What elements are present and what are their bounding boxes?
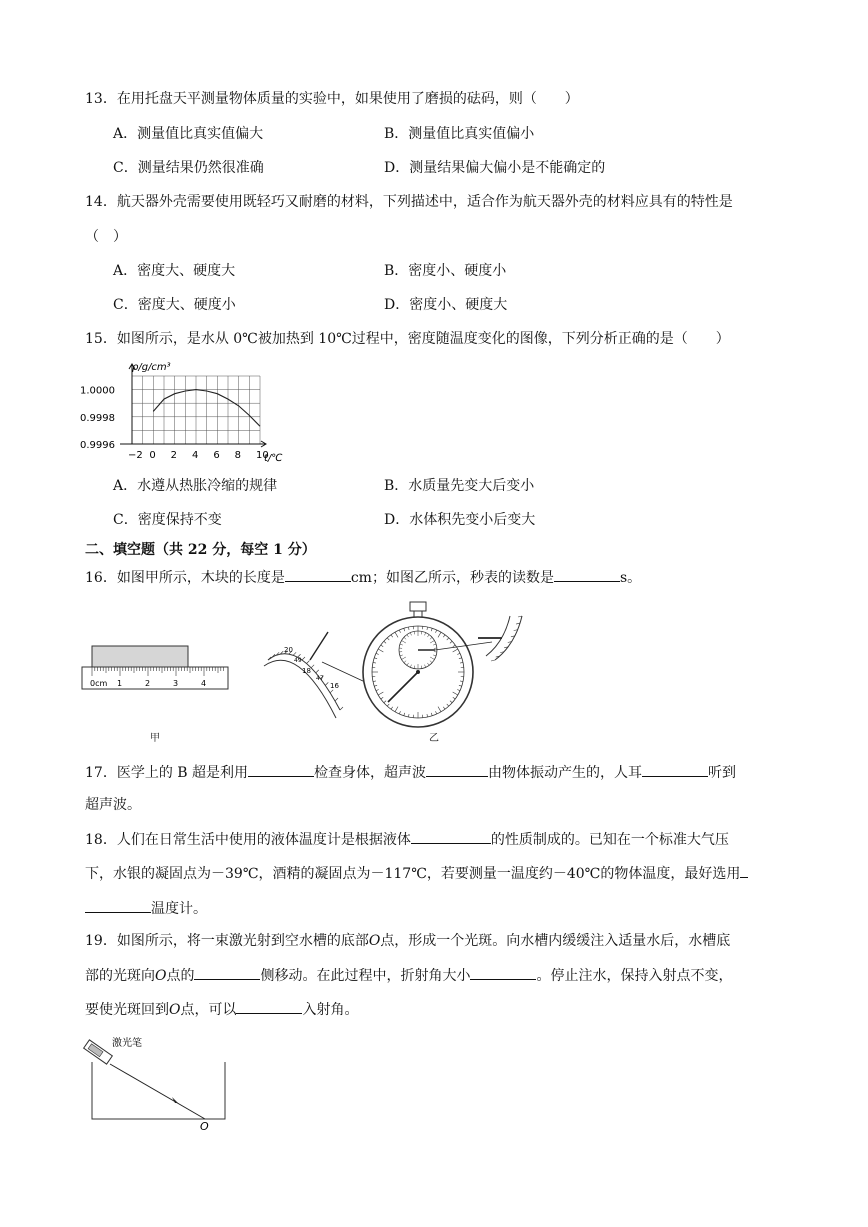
q19-part3: 部的光斑向 [85,968,155,984]
q19-point-o-3: O [169,1002,181,1018]
q14-option-a: A．密度大、硬度大 [113,263,236,279]
q19-part1: 19．如图所示，将一束激光射到空水槽的底部 [85,933,369,949]
y-axis-label: ρ/g/cm³ [132,362,171,373]
y-tick-label: 0.9996 [80,440,115,451]
q13-option-a: A．测量值比真实值偏大 [113,126,264,142]
q14-bracket: （ ） [85,229,127,245]
q19-part4: 点的 [166,968,195,984]
q18-text-line2 [85,863,748,884]
q19-part8: 点，可以 [180,1002,237,1018]
x-tick-label: −2 [128,450,143,461]
x-tick-label: 8 [234,450,242,461]
q14-stem: 14．航天器外壳需要使用既轻巧又耐磨的材料，下列描述中，适合作为航天器外壳的材料应具有的特性是 [85,194,733,210]
left-arc-tick [340,707,343,710]
q13-option-d: D．测量结果偏大偏小是不能确定的 [384,160,606,176]
q19-point-o-2: O [155,968,167,984]
laser-pen-icon [84,1040,113,1064]
left-arc-tick [293,652,296,655]
left-arc-tick [302,657,305,660]
dial-label-20: 20 [284,646,293,654]
stopwatch-figure [260,600,535,730]
laser-tank-figure [80,1030,240,1135]
chart-axes [120,364,266,447]
dial-label-49: 49 [294,657,302,664]
point-o-label: O [200,1120,209,1133]
q14-option-c: C．密度大、硬度小 [113,297,236,313]
q17-blank-2[interactable] [426,762,488,777]
q17-part1: 17．医学上的 B 超是利用 [85,765,249,781]
q14-option-b: B．密度小、硬度小 [384,263,507,279]
q17-part2: 检查身体，超声波 [314,765,427,781]
left-arc-tick [335,698,338,701]
q18-text-line3 [85,898,207,919]
q19-point-o-1: O [368,933,381,949]
q16-text [85,567,641,588]
q18-part3: 下，水银的凝固点为－39℃，酒精的凝固点为－117℃，若要测量一温度约－40℃的物体温度，最好选用 [85,866,741,882]
q19-text-line2 [85,965,732,986]
wood-block [92,646,188,667]
q16-blank-1[interactable] [285,567,351,582]
water-tank [92,1062,225,1119]
ruler-figure [80,640,235,700]
q19-blank-1[interactable] [194,965,260,980]
x-tick-label: 0 [149,450,156,461]
left-arc-tick [311,665,314,668]
laser-beam [110,1064,205,1119]
q19-part7: 要使光斑回到 [85,1002,169,1018]
q18-part4: 温度计。 [151,901,207,917]
x-axis [120,441,266,447]
q18-text-line1 [85,829,729,850]
q15-option-d: D．水体积先变小后变大 [384,512,536,528]
caption-jia: 甲 [150,733,160,744]
right-arc-tick [491,660,495,661]
magnified-pointer-left [310,632,328,660]
q16-part2: cm；如图乙所示，秒表的读数是 [350,570,554,586]
ruler-label-4: 4 [201,679,207,688]
x-axis-label: t/℃ [264,453,283,464]
q19-blank-3[interactable] [236,999,302,1014]
q15-option-a: A．水遵从热胀冷缩的规律 [113,478,278,494]
stopwatch-button [410,602,426,611]
q17-blank-1[interactable] [248,762,314,777]
q18-blank-2[interactable] [85,898,151,913]
ruler-label-1: 1 [117,679,123,688]
q16-part3: s。 [619,570,642,586]
q19-blank-2[interactable] [470,965,536,980]
laser-pen-label: 激光笔 [112,1038,142,1049]
q16-blank-2[interactable] [554,567,620,582]
q15-option-b: B．水质量先变大后变小 [384,478,535,494]
x-tick-label: 10 [256,450,269,461]
q17-text-line1 [85,762,736,783]
q19-part9: 入射角。 [302,1002,359,1018]
left-arc-tick [330,690,333,693]
y-tick-label: 0.9998 [80,412,115,424]
q19-part2: 点，形成一个光斑。向水槽内缓缓注入适量水后，水槽底 [380,933,731,949]
q13-option-b: B．测量值比真实值偏小 [384,126,535,142]
q15-option-c: C．密度保持不变 [113,512,222,528]
q15-stem: 15．如图所示，是水从 0℃被加热到 10℃过程中，密度随温度变化的图像，下列分析正确的是（ ） [85,331,730,347]
x-tick-label: 2 [170,450,178,461]
q13-stem: 13．在用托盘天平测量物体质量的实验中，如果使用了磨损的砝码，则（ ） [85,91,579,107]
q19-text-line3 [85,999,358,1020]
q18-blank-2a[interactable] [740,863,748,878]
ruler-label-0: 0cm [90,679,108,688]
ruler-label-3: 3 [173,679,179,688]
caption-yi: 乙 [429,733,439,744]
density-chart [80,358,300,468]
left-arc-tick [316,670,319,673]
left-arc-tick [307,661,310,664]
ruler-label-2: 2 [145,679,151,688]
q18-part2: 的性质制成的。已知在一个标准大气压 [490,832,729,848]
q19-text-line1 [85,931,730,951]
q19-part6: 。停止注水，保持入射点不变， [536,968,733,984]
q13-option-c: C．测量结果仍然很准确 [113,160,264,176]
x-tick-label: 4 [192,450,199,461]
q18-part1: 18．人们在日常生活中使用的液体温度计是根据液体 [85,832,411,848]
q17-text-line2: 超声波。 [85,797,141,813]
q17-blank-3[interactable] [642,762,708,777]
dial-label-47: 47 [316,675,324,682]
q18-blank-1[interactable] [411,829,491,844]
y-tick-label: 1.0000 [80,385,115,397]
q19-part5: 侧移动。在此过程中，折射角大小 [260,968,471,984]
q16-part1: 16．如图甲所示，木块的长度是 [85,570,285,586]
left-arc-tick [325,682,328,685]
dial-label-16: 16 [330,682,339,690]
q14-option-d: D．密度小、硬度大 [384,297,508,313]
section-heading: 二、填空题（共 22 分，每空 1 分） [85,542,316,558]
chart-grid [132,376,260,444]
dial-label-18: 18 [302,667,311,675]
q17-part4: 听到 [708,765,737,781]
q17-part3: 由物体振动产生的，人耳 [488,765,643,781]
x-tick-label: 6 [213,450,220,461]
